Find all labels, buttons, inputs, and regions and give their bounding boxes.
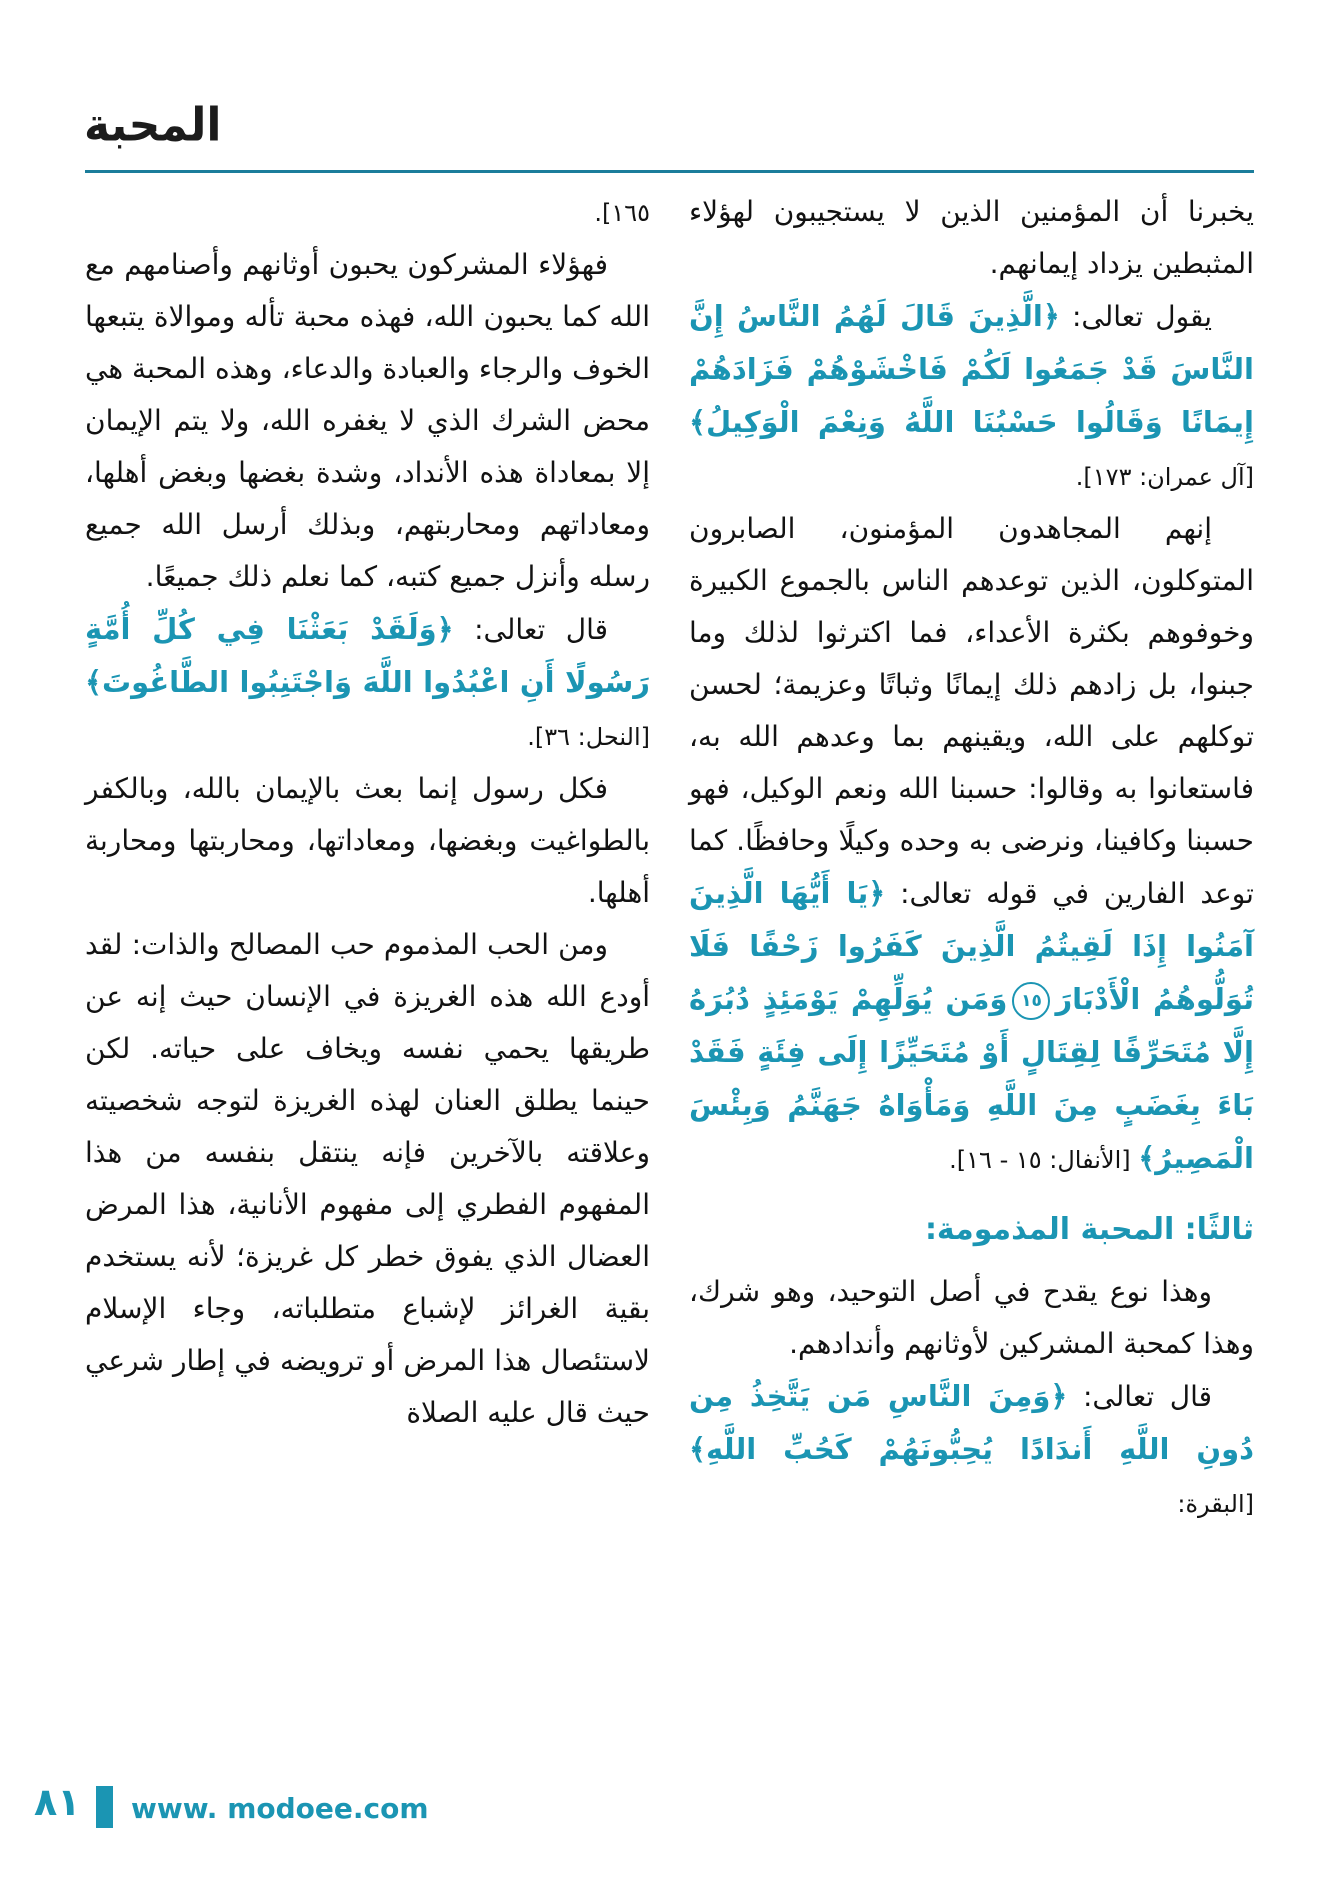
paragraph <box>85 603 650 763</box>
header-divider-rule <box>85 170 1254 173</box>
verse-reference: [الأنفال: ١٥ - ١٦]. <box>949 1146 1139 1174</box>
page-number: ٨١ <box>34 1780 81 1824</box>
quran-verse: ﴿وَمِنَ النَّاسِ مَن يَتَّخِذُ مِن دُونِ اللَّهِ أَندَادًا يُحِبُّونَهُمْ كَحُبِّ اللَّهِ﴾ <box>689 1379 1254 1466</box>
text-column-right <box>689 186 1254 1530</box>
section-heading <box>689 1204 1254 1256</box>
quran-verse: وَمَن يُوَلِّهِمْ يَوْمَئِذٍ دُبُرَهُ إِلَّا مُتَحَرِّفًا لِقِتَالٍ أَوْ مُتَحَيِّزًا إِلَى فِئَةٍ فَقَدْ بَاءَ بِغَضَبٍ مِنَ اللَّهِ وَمَأْوَاهُ جَهَنَّمُ وَبِئْسَ الْمَصِيرُ﴾ <box>689 982 1254 1175</box>
paragraph <box>689 290 1254 503</box>
chapter-logo: المحبة <box>84 98 222 153</box>
verse-reference: [البقرة: <box>1177 1490 1254 1518</box>
paragraph <box>689 186 1254 290</box>
section-heading-text: ثالثًا: المحبة المذمومة: <box>924 1212 1254 1247</box>
paragraph <box>85 919 650 1439</box>
paragraph <box>689 503 1254 1186</box>
body-text: فهؤلاء المشركون يحبون أوثانهم وأصنامهم مع الله كما يحبون الله، فهذه محبة تأله وموالاة يتبعها الخوف والرجاء والعبادة والدعاء، وهذه المحبة هي محض الشرك الذي لا يغفره الله، ولا يتم الإيمان إلا بمعاداة هذه الأنداد، وشدة بغضها وبغض أهلها، ومعاداتهم ومحاربتهم، وبذلك أرسل الله جميع رسله وأنزل جميع كتبه، كما نعلم ذلك جميعًا. <box>85 248 650 593</box>
body-text: وهذا نوع يقدح في أصل التوحيد، وهو شرك، وهذا كمحبة المشركين لأوثانهم وأندادهم. <box>689 1275 1254 1360</box>
paragraph <box>689 1266 1254 1370</box>
verse-reference: ١٦٥]. <box>594 199 650 227</box>
body-text: إنهم المجاهدون المؤمنون، الصابرون المتوكلون، الذين توعدهم الناس بالجموع الكبيرة وخوفوهم بكثرة الأعداء، فما اكترثوا لذلك وما جبنوا، بل زادهم ذلك إيمانًا وثباتًا وعزيمة؛ لحسن توكلهم على الله، ويقينهم بما وعدهم الله به، فاستعانوا به وقالوا: حسبنا الله ونعم الوكيل، فهو حسبنا وكافينا، ونرضى به وحده وكيلًا وحافظًا. كما توعد الفارين في قوله تعالى: <box>689 512 1254 910</box>
quran-verse: ﴿يَا أَيُّهَا الَّذِينَ آمَنُوا إِذَا لَقِيتُمُ الَّذِينَ كَفَرُوا زَحْفًا فَلَا تُوَلُّوهُمُ الْأَدْبَارَ <box>689 876 1254 1016</box>
footer-website: www. modoee.com <box>131 1792 429 1825</box>
quran-verse: ﴿الَّذِينَ قَالَ لَهُمُ النَّاسُ إِنَّ النَّاسَ قَدْ جَمَعُوا لَكُمْ فَاخْشَوْهُمْ فَزَادَهُمْ إِيمَانًا وَقَالُوا حَسْبُنَا اللَّهُ وَنِعْمَ الْوَكِيلُ﴾ <box>689 299 1254 439</box>
paragraph <box>85 239 650 603</box>
body-text: قال تعالى: <box>1067 1380 1212 1413</box>
ayah-number-marker: ١٥ <box>1012 982 1050 1020</box>
text-column-left <box>85 186 650 1439</box>
verse-reference: [النحل: ٣٦]. <box>527 723 650 751</box>
quran-verse: ﴿وَلَقَدْ بَعَثْنَا فِي كُلِّ أُمَّةٍ رَسُولًا أَنِ اعْبُدُوا اللَّهَ وَاجْتَنِبُوا الطَّاغُوتَ﴾ <box>85 612 650 699</box>
paragraph <box>85 763 650 919</box>
paragraph <box>689 1370 1254 1530</box>
body-text: قال تعالى: <box>453 613 608 646</box>
body-text: يقول تعالى: <box>1059 300 1212 333</box>
body-text: يخبرنا أن المؤمنين الذين لا يستجيبون لهؤلاء المثبطين يزداد إيمانهم. <box>689 195 1254 280</box>
body-text: ومن الحب المذموم حب المصالح والذات: لقد أودع الله هذه الغريزة في الإنسان حيث إنه عن طريقها يحمي نفسه ويخاف على حياته. لكن حينما يطلق العنان لهذه الغريزة لتوجه شخصيته وعلاقته بالآخرين فإنه ينتقل بنفسه من هذا المفهوم الفطري إلى مفهوم الأنانية، هذا المرض العضال الذي يفوق خطر كل غريزة؛ لأنه يستخدم بقية الغرائز لإشباع متطلباته، وجاء الإسلام لاستئصال هذا المرض أو ترويضه في إطار شرعي حيث قال عليه الصلاة <box>85 928 650 1429</box>
paragraph <box>85 186 650 239</box>
body-text: فكل رسول إنما بعث بالإيمان بالله، وبالكفر بالطواغيت وبغضها، ومعاداتها، ومحاربتها ومحاربة أهلها. <box>85 772 650 909</box>
footer-accent-bar <box>96 1786 113 1828</box>
verse-reference: [آل عمران: ١٧٣]. <box>1075 463 1254 491</box>
